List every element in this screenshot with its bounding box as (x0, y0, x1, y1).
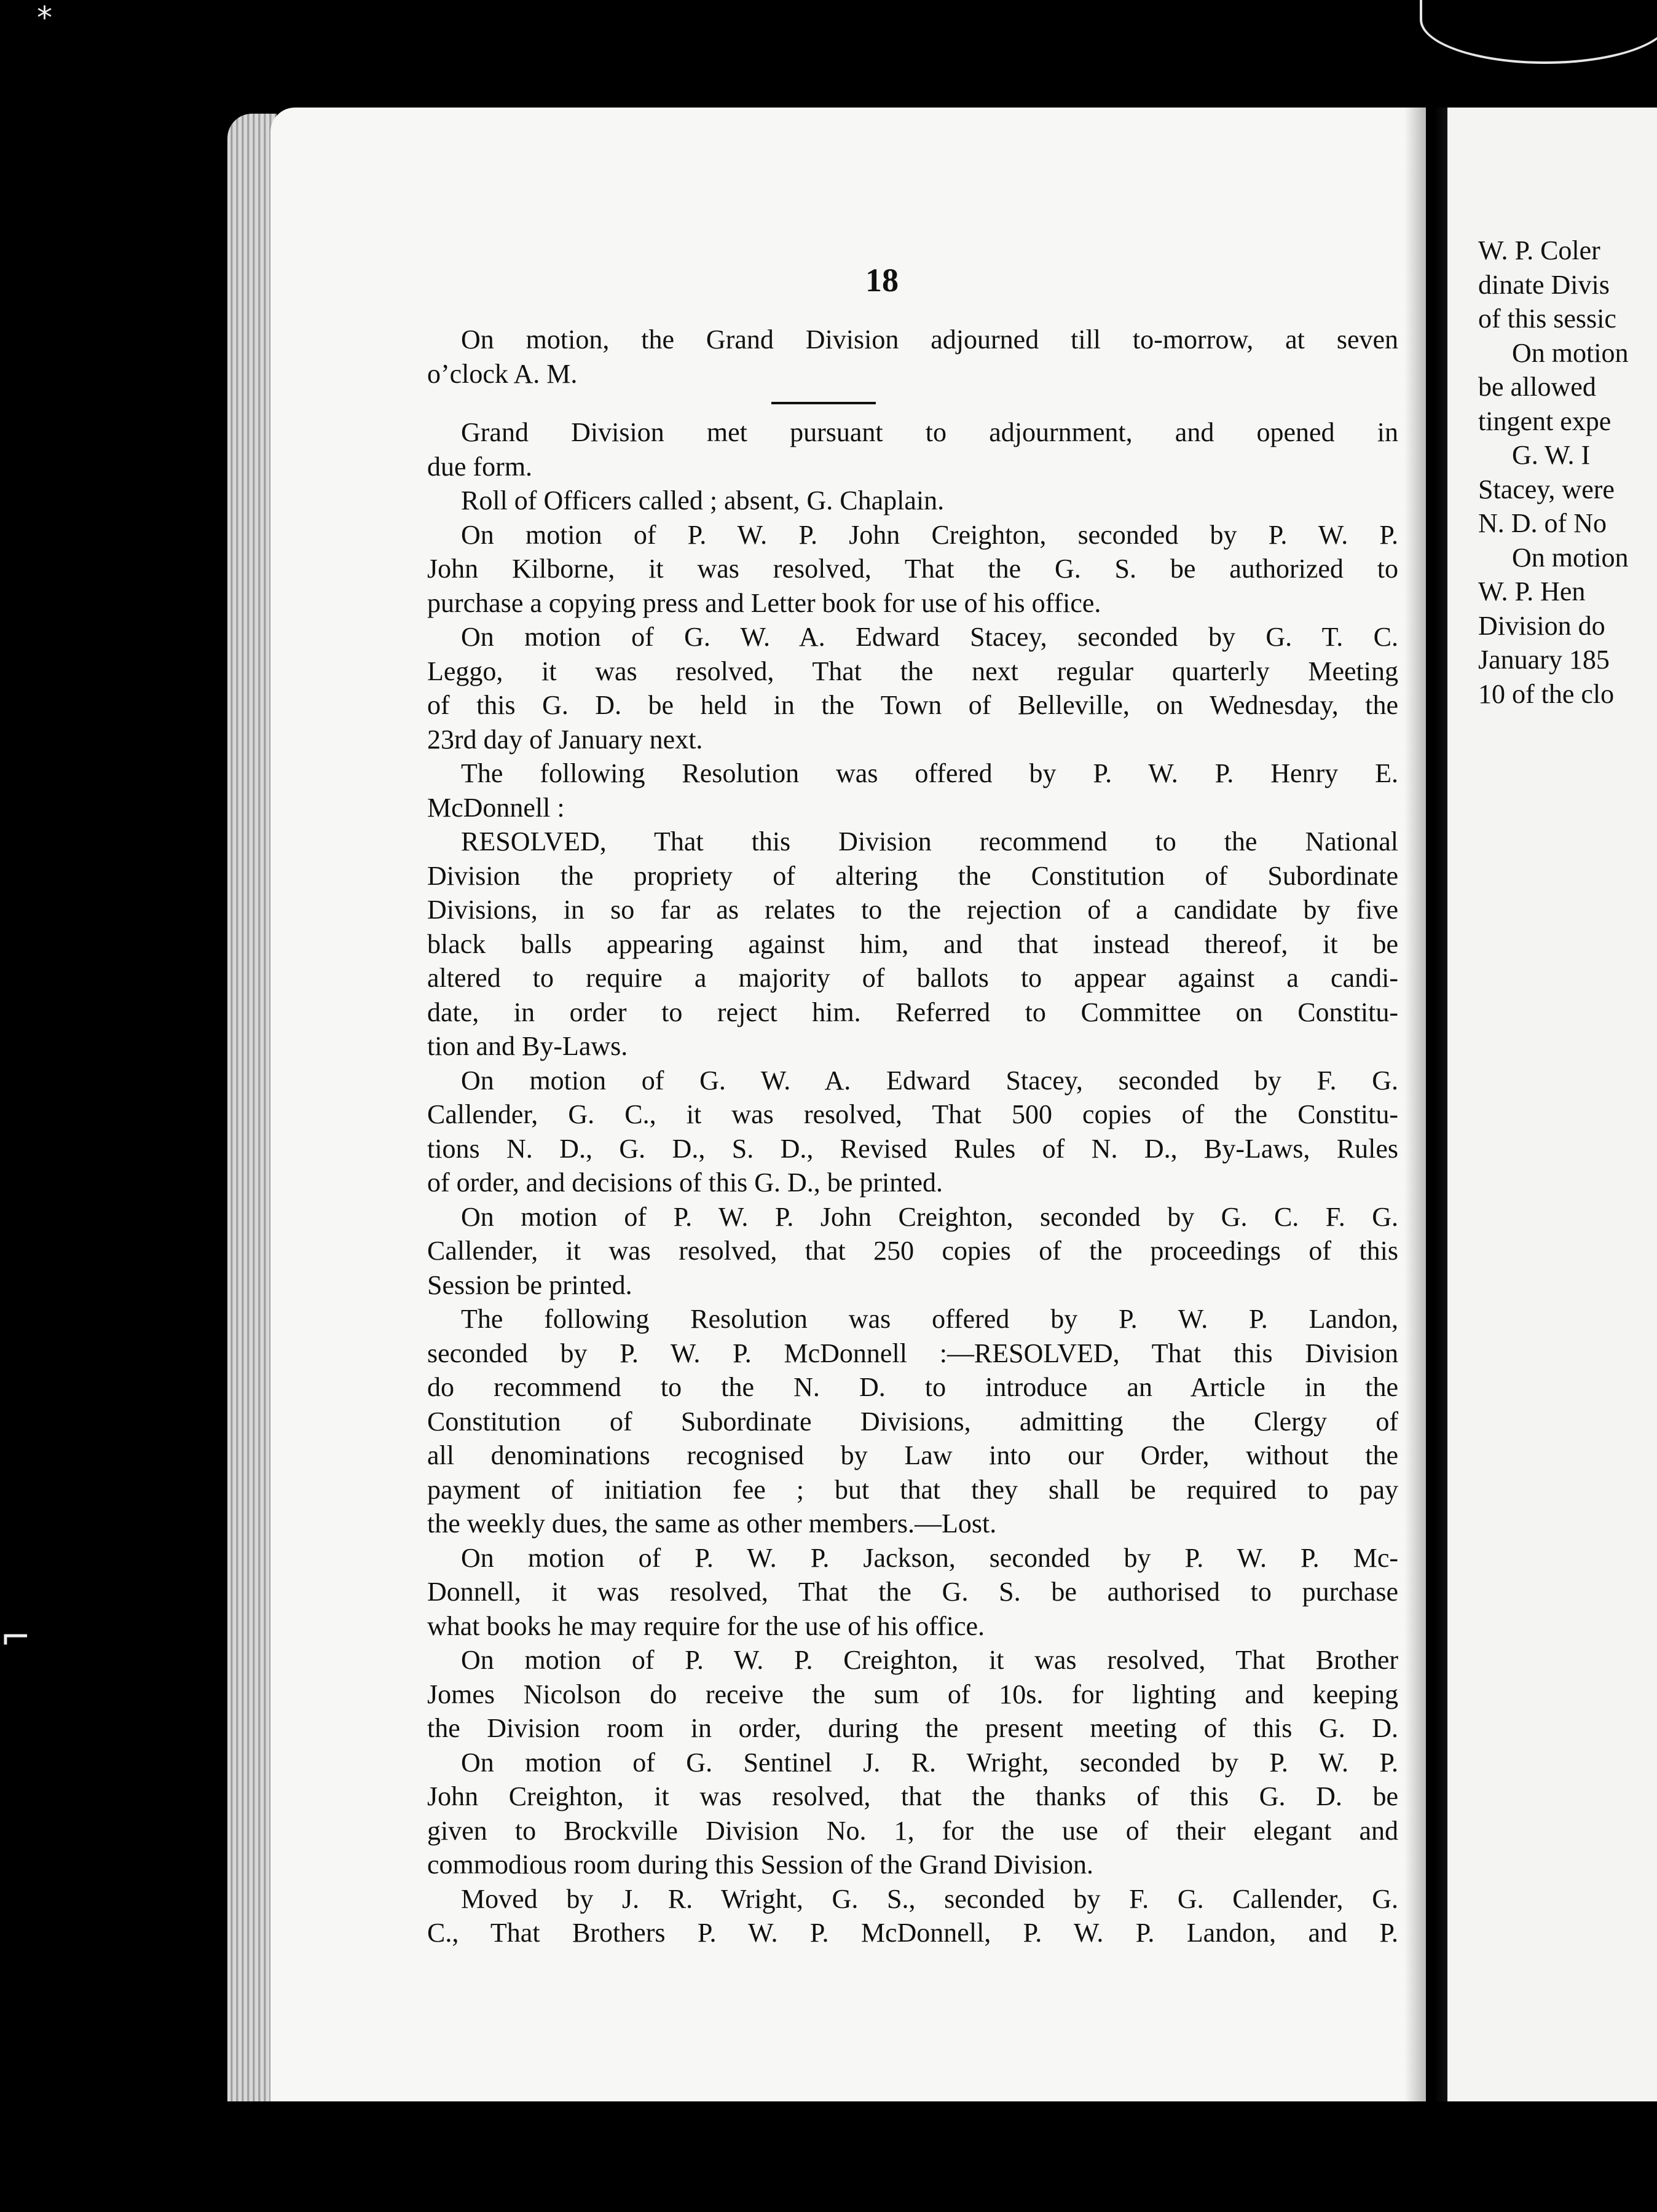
margin-mark: ⌐ (0, 1616, 31, 1659)
margin-mark: * (37, 0, 52, 36)
text-line: On motion of G. W. A. Edward Stacey, seconded by G. T. C. (461, 622, 1398, 652)
text-line: Roll of Officers called ; absent, G. Chaplain. (461, 485, 945, 516)
facing-text-line: W. P. Hen (1478, 576, 1586, 606)
facing-text-line: On motion (1512, 337, 1629, 368)
text-line: the Division room in order, during the present meeting of this G. D. (427, 1713, 1398, 1743)
text-line: McDonnell : (427, 792, 565, 823)
adjournment-paragraph (427, 323, 1398, 391)
facing-text-line: January 185 (1478, 645, 1610, 675)
text-line: Division the propriety of altering the Constitution of Subordinate (427, 860, 1398, 891)
text-line: black balls appearing against him, and that instead thereof, it be (427, 928, 1398, 959)
facing-text-line: N. D. of No (1478, 508, 1607, 538)
text-line: payment of initiation fee ; but that they shall be required to pay (427, 1474, 1398, 1505)
text-line: given to Brockville Division No. 1, for the use of their elegant and (427, 1815, 1398, 1846)
text-line: On motion of P. W. P. Jackson, seconded by P. W. P. Mc- (461, 1542, 1398, 1573)
text-line: Divisions, in so far as relates to the rejection of a candidate by five (427, 895, 1398, 925)
text-line: commodious room during this Session of the Grand Division. (427, 1849, 1094, 1880)
facing-text-line: Stacey, were (1478, 474, 1615, 504)
text-line: Grand Division met pursuant to adjournment, and opened in (461, 417, 1398, 447)
text-line: Leggo, it was resolved, That the next regular quarterly Meeting (427, 656, 1398, 686)
text-line: Callender, G. C., it was resolved, That 500 copies of the Constitu- (427, 1099, 1398, 1129)
facing-text-line: be allowed (1478, 372, 1596, 402)
text-line: date, in order to reject him. Referred to Committee on Constitu- (427, 997, 1398, 1027)
text-line: John Creighton, it was resolved, that the thanks of this G. D. be (427, 1781, 1398, 1811)
text-line: all denominations recognised by Law into our Order, without the (427, 1440, 1398, 1470)
facing-text-line: W. P. Coler (1478, 235, 1600, 265)
proceedings-text (427, 415, 1398, 1950)
text-line: Moved by J. R. Wright, G. S., seconded by F. G. Callender, G. (461, 1883, 1398, 1914)
text-line: On motion of P. W. P. Creighton, it was resolved, That Brother (461, 1645, 1398, 1675)
text-line: On motion of G. W. A. Edward Stacey, seconded by F. G. (461, 1065, 1398, 1096)
page-number: 18 (865, 262, 899, 299)
text-line: the weekly dues, the same as other members.—Lost. (427, 1508, 997, 1539)
scan-artifact (1420, 0, 1657, 64)
text-line: On motion of G. Sentinel J. R. Wright, seconded by P. W. P. (461, 1747, 1398, 1778)
text-line: due form. (427, 451, 533, 482)
facing-text-line: dinate Divis (1478, 269, 1610, 300)
text-line: 23rd day of January next. (427, 724, 703, 755)
text-line: of this G. D. be held in the Town of Belleville, on Wednesday, the (427, 690, 1398, 720)
facing-text-line: Division do (1478, 610, 1605, 641)
text-line: On motion of P. W. P. John Creighton, seconded by P. W. P. (461, 519, 1398, 550)
text-line: seconded by P. W. P. McDonnell :—RESOLVED, That this Division (427, 1338, 1398, 1368)
text-line: Donnell, it was resolved, That the G. S. be authorised to purchase (427, 1577, 1398, 1607)
text-line: of order, and decisions of this G. D., be printed. (427, 1167, 943, 1198)
text-line: C., That Brothers P. W. P. McDonnell, P. W. P. Landon, and P. (427, 1918, 1398, 1948)
text-line: altered to require a majority of ballots to appear against a candi- (427, 963, 1398, 993)
facing-text-line: On motion (1512, 542, 1629, 573)
facing-page-text (1478, 233, 1628, 711)
text-line: tions N. D., G. D., S. D., Revised Rules of N. D., By-Laws, Rules (427, 1133, 1398, 1164)
page-body (427, 252, 1398, 1950)
text-line: Session be printed. (427, 1269, 632, 1300)
text-line: RESOLVED, That this Division recommend to the National (461, 826, 1398, 857)
section-divider (771, 402, 876, 404)
book-gutter (1404, 108, 1454, 2101)
facing-page (1447, 108, 1657, 2101)
text-line: The following Resolution was offered by P. W. P. Landon, (461, 1304, 1398, 1334)
text-line: On motion of P. W. P. John Creighton, seconded by G. C. F. G. (461, 1201, 1398, 1232)
page-edges (227, 114, 277, 2101)
facing-text-line: of this sessic (1478, 304, 1616, 334)
facing-text-line: 10 of the clo (1478, 678, 1615, 709)
text-line: tion and By-Laws. (427, 1031, 628, 1061)
text-line: what books he may require for the use of his office. (427, 1610, 985, 1641)
text-line: On motion, the Grand Division adjourned till to-morrow, at seven (461, 324, 1398, 355)
facing-text-line: G. W. I (1512, 440, 1591, 470)
text-line: John Kilborne, it was resolved, That the G. S. be authorized to (427, 554, 1398, 584)
text-line: o’clock A. M. (427, 358, 578, 389)
text-line: The following Resolution was offered by P. W. P. Henry E. (461, 758, 1398, 788)
text-line: Callender, it was resolved, that 250 copies of the proceedings of this (427, 1236, 1398, 1266)
facing-text-line: tingent expe (1478, 406, 1612, 436)
text-line: purchase a copying press and Letter book for use of his office. (427, 587, 1101, 618)
text-line: do recommend to the N. D. to introduce an Article in the (427, 1372, 1398, 1402)
text-line: Constitution of Subordinate Divisions, admitting the Clergy of (427, 1406, 1398, 1437)
text-line: Jomes Nicolson do receive the sum of 10s. for lighting and keeping (427, 1679, 1398, 1709)
